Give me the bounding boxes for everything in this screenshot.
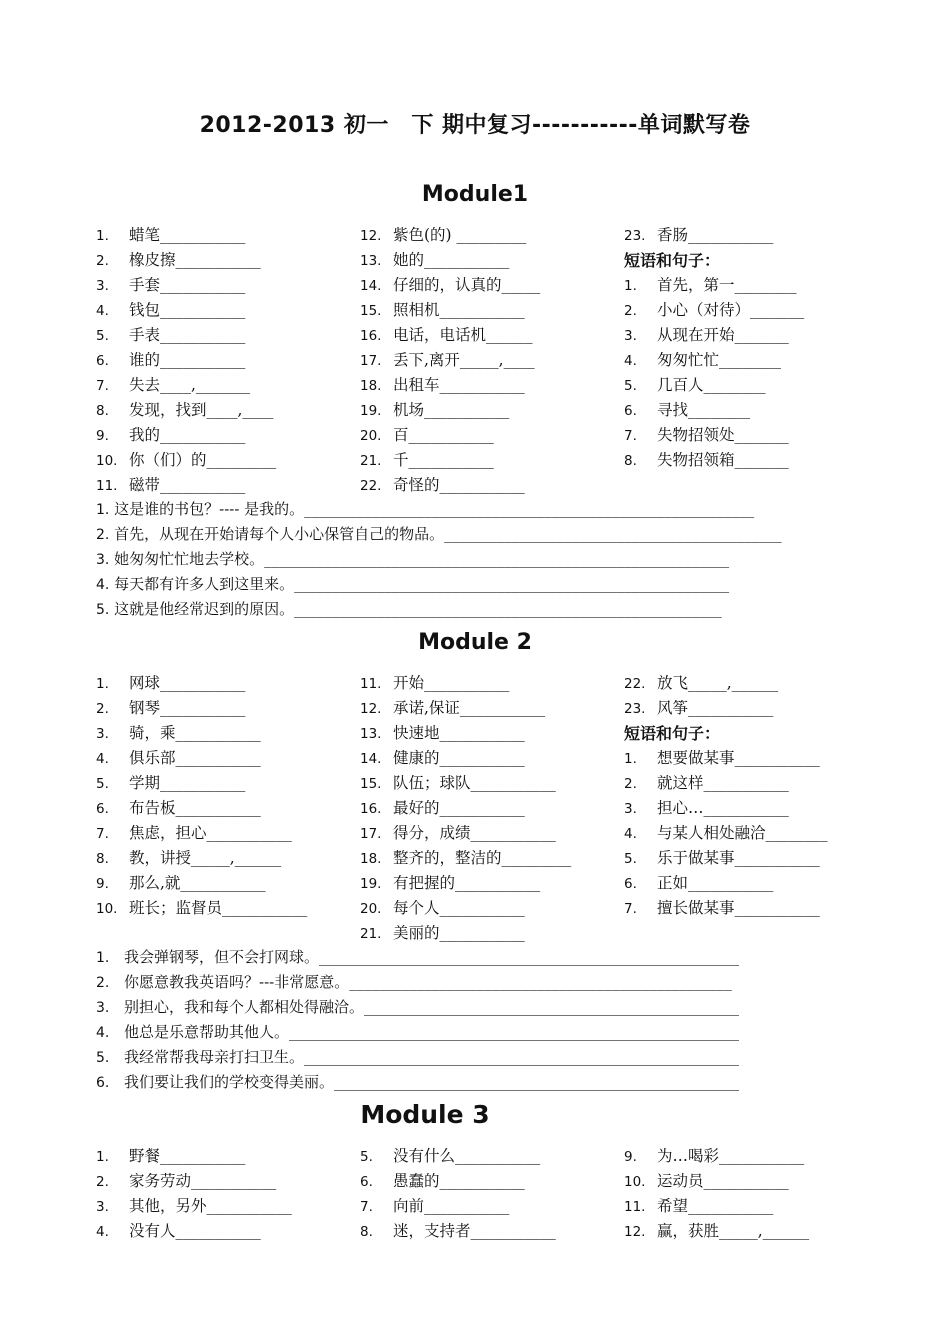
- vocab-item: 11. 希望___________: [624, 1197, 774, 1215]
- vocab-item: 22. 放飞_____,______: [624, 674, 779, 692]
- phrase-item: 3. 从现在开始_______: [624, 326, 789, 344]
- vocab-item: 21. 千___________: [360, 451, 494, 469]
- sentence-item: 1. 这是谁的书包？---- 是我的。____________________________________________________________: [96, 500, 755, 518]
- sentence-item: 1. 我会弹钢琴，但不会打网球。________________________________________________________: [96, 948, 740, 966]
- vocab-item: 8. 迷，支持者___________: [360, 1222, 556, 1240]
- vocab-item: 17. 得分，成绩___________: [360, 824, 556, 842]
- vocab-item: 9. 那么,就___________: [96, 874, 266, 892]
- vocab-item: 6. 愚蠢的___________: [360, 1172, 525, 1190]
- vocab-item: 14. 健康的___________: [360, 749, 525, 767]
- vocab-item: 13. 她的___________: [360, 251, 510, 269]
- vocab-item: 13. 快速地___________: [360, 724, 525, 742]
- module2-vocab-col1: [96, 671, 307, 921]
- sentence-item: 2. 你愿意教我英语吗？---非常愿意。___________________________________________________: [96, 973, 732, 991]
- vocab-item: 6. 布告板___________: [96, 799, 261, 817]
- vocab-item: 2. 家务劳动___________: [96, 1172, 277, 1190]
- vocab-item: 4. 没有人___________: [96, 1222, 261, 1240]
- vocab-item: 19. 机场___________: [360, 401, 510, 419]
- vocab-item: 3. 手套___________: [96, 276, 246, 294]
- module1-heading: Module1: [421, 182, 529, 207]
- sentence-item: 3. 别担心，我和每个人都相处得融洽。__________________________________________________: [96, 998, 740, 1016]
- module2-sentences: [96, 945, 739, 1095]
- phrase-item: 1. 想要做某事___________: [624, 749, 820, 767]
- vocab-item: 12. 紫色(的) _________: [360, 226, 527, 244]
- sentence-item: 6. 我们要让我们的学校变得美丽。______________________________________________________: [96, 1073, 740, 1091]
- vocab-item: 8. 教，讲授_____,______: [96, 849, 282, 867]
- module1-sentences: [96, 497, 782, 622]
- vocab-item: 14. 仔细的，认真的_____: [360, 276, 541, 294]
- vocab-item: 4. 俱乐部___________: [96, 749, 261, 767]
- module3-vocab-col1: [96, 1144, 292, 1244]
- page-title: 2012-2013 初一 下 期中复习-----------单词默写卷: [199, 113, 751, 138]
- vocab-item: 1. 野餐___________: [96, 1147, 246, 1165]
- phrase-item: 5. 几百人________: [624, 376, 766, 394]
- phrases-heading: 短语和句子：: [624, 724, 721, 743]
- vocab-item: 1. 蜡笔___________: [96, 226, 246, 244]
- vocab-item: 9. 我的___________: [96, 426, 246, 444]
- vocab-item: 1. 网球___________: [96, 674, 246, 692]
- vocab-item: 20. 每个人___________: [360, 899, 525, 917]
- module3-heading: Module 3: [360, 1100, 490, 1129]
- vocab-item: 12. 承诺,保证___________: [360, 699, 546, 717]
- module3-vocab-col3: [624, 1144, 809, 1244]
- sentence-item: 2. 首先，从现在开始请每个人小心保管自己的物品。_____________________________________________: [96, 525, 782, 543]
- vocab-item: 18. 整齐的，整洁的_________: [360, 849, 572, 867]
- phrase-item: 4. 匆匆忙忙________: [624, 351, 782, 369]
- phrase-item: 3. 担心…___________: [624, 799, 789, 817]
- module2-vocab-col2: [360, 671, 571, 946]
- vocab-item: 6. 谁的___________: [96, 351, 246, 369]
- vocab-item: 16. 电话，电话机______: [360, 326, 533, 344]
- vocab-item: 3. 其他，另外___________: [96, 1197, 292, 1215]
- phrase-item: 7. 擅长做某事___________: [624, 899, 820, 917]
- sentence-item: 3. 她匆匆忙忙地去学校。______________________________________________________________: [96, 550, 730, 568]
- vocab-item: 2. 钢琴___________: [96, 699, 246, 717]
- vocab-item: 7. 失去____,_______: [96, 376, 251, 394]
- vocab-item: 10. 运动员___________: [624, 1172, 789, 1190]
- vocab-item: 22. 奇怪的___________: [360, 476, 525, 494]
- vocab-item: 17. 丢下,离开_____,____: [360, 351, 535, 369]
- sentence-item: 4. 他总是乐意帮助其他人。____________________________________________________________: [96, 1023, 740, 1041]
- vocab-item: 5. 手表___________: [96, 326, 246, 344]
- sentence-item: 5. 这就是他经常迟到的原因。_________________________________________________________: [96, 600, 722, 618]
- vocab-item: 4. 钱包___________: [96, 301, 246, 319]
- phrase-item: 7. 失物招领处_______: [624, 426, 789, 444]
- vocab-item: 11. 开始___________: [360, 674, 510, 692]
- vocab-item: 5. 没有什么___________: [360, 1147, 541, 1165]
- phrase-item: 8. 失物招领箱_______: [624, 451, 789, 469]
- module2-heading: Module 2: [418, 630, 532, 655]
- vocab-item: 5. 学期___________: [96, 774, 246, 792]
- phrase-item: 6. 正如___________: [624, 874, 774, 892]
- module1-vocab-col1: [96, 223, 276, 498]
- vocab-item: 15. 队伍；球队___________: [360, 774, 556, 792]
- phrase-item: 2. 就这样___________: [624, 774, 789, 792]
- phrase-item: 1. 首先，第一________: [624, 276, 797, 294]
- vocab-item: 7. 向前___________: [360, 1197, 510, 1215]
- phrases-heading: 短语和句子：: [624, 251, 721, 270]
- sentence-item: 5. 我经常帮我母亲打扫卫生。__________________________________________________________: [96, 1048, 740, 1066]
- module1-vocab-col2: [360, 223, 540, 498]
- vocab-item: 9. 为…喝彩___________: [624, 1147, 805, 1165]
- phrase-item: 5. 乐于做某事___________: [624, 849, 820, 867]
- vocab-item: 10. 班长；监督员___________: [96, 899, 308, 917]
- vocab-item: 23. 香肠___________: [624, 226, 774, 244]
- module1-vocab-col3: [624, 223, 804, 473]
- vocab-item: 21. 美丽的___________: [360, 924, 525, 942]
- vocab-item: 15. 照相机___________: [360, 301, 525, 319]
- vocab-item: 2. 橡皮擦___________: [96, 251, 261, 269]
- phrase-item: 4. 与某人相处融洽________: [624, 824, 828, 842]
- vocab-item: 20. 百___________: [360, 426, 494, 444]
- vocab-item: 12. 赢，获胜_____,______: [624, 1222, 810, 1240]
- vocab-item: 11. 磁带___________: [96, 476, 246, 494]
- vocab-item: 16. 最好的___________: [360, 799, 525, 817]
- sentence-item: 4. 每天都有许多人到这里来。__________________________________________________________: [96, 575, 730, 593]
- phrase-item: 2. 小心（对待）_______: [624, 301, 805, 319]
- vocab-item: 8. 发现，找到____,____: [96, 401, 274, 419]
- vocab-item: 7. 焦虑，担心___________: [96, 824, 292, 842]
- vocab-item: 23. 风筝___________: [624, 699, 774, 717]
- module2-vocab-col3: [624, 671, 828, 921]
- vocab-item: 19. 有把握的___________: [360, 874, 541, 892]
- module3-vocab-col2: [360, 1144, 556, 1244]
- vocab-item: 10. 你（们）的_________: [96, 451, 277, 469]
- vocab-item: 3. 骑，乘___________: [96, 724, 261, 742]
- phrase-item: 6. 寻找________: [624, 401, 751, 419]
- vocab-item: 18. 出租车___________: [360, 376, 525, 394]
